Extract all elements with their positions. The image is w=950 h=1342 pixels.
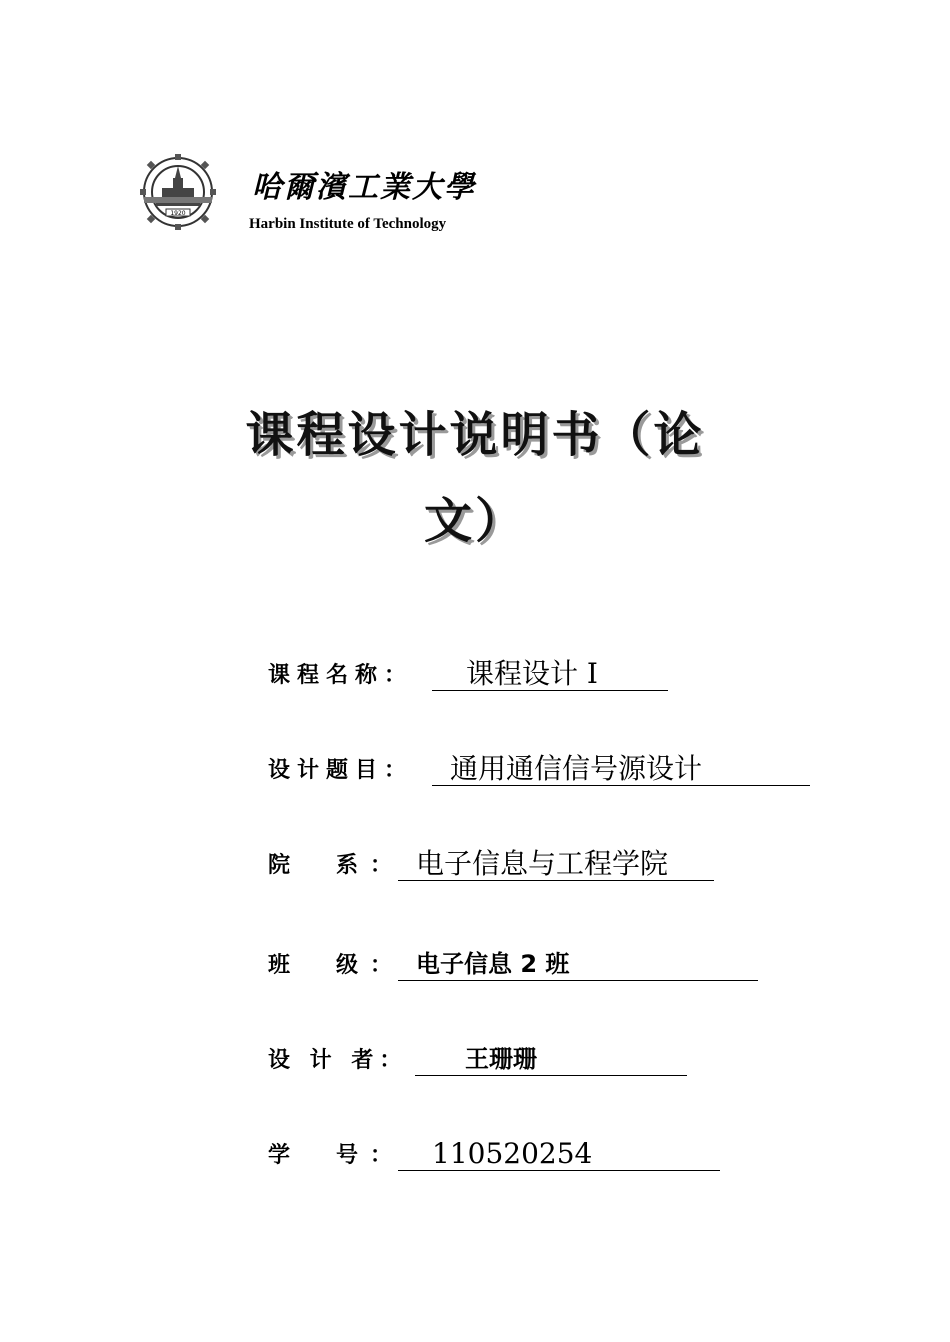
emblem-year: 1920 (170, 210, 186, 217)
design-topic-label: 设计题目： (268, 758, 414, 783)
university-header (138, 152, 478, 242)
course-name-label: 课程名称： (268, 663, 414, 688)
course-name-field (268, 655, 688, 695)
student-id-label: 学 号： (268, 1143, 405, 1168)
designer-value: 王珊珊 (415, 1043, 687, 1076)
class-value: 电子信息 2 班 (398, 948, 758, 981)
designer-field (268, 1040, 698, 1080)
designer-label: 设 计 者： (268, 1048, 408, 1073)
design-topic-value: 通用通信信号源设计 (432, 753, 810, 786)
department-value: 电子信息与工程学院 (398, 848, 714, 881)
class-label: 班 级： (268, 953, 405, 978)
class-field (268, 945, 768, 985)
course-name-value: 课程设计 I (432, 658, 668, 691)
department-label: 院 系： (268, 853, 405, 878)
department-field (268, 845, 728, 885)
university-emblem-icon (138, 152, 218, 232)
document-title (160, 392, 790, 564)
student-id-field (268, 1135, 728, 1175)
student-id-value: 110520254 (398, 1138, 720, 1171)
university-name-cn: 哈爾濱工業大學 (252, 170, 476, 205)
university-name-en: Harbin Institute of Technology (249, 216, 447, 232)
document-title-line2: 文） (423, 493, 526, 549)
design-topic-field (268, 750, 828, 790)
document-title-line1: 课程设计说明书（论 (245, 407, 705, 463)
